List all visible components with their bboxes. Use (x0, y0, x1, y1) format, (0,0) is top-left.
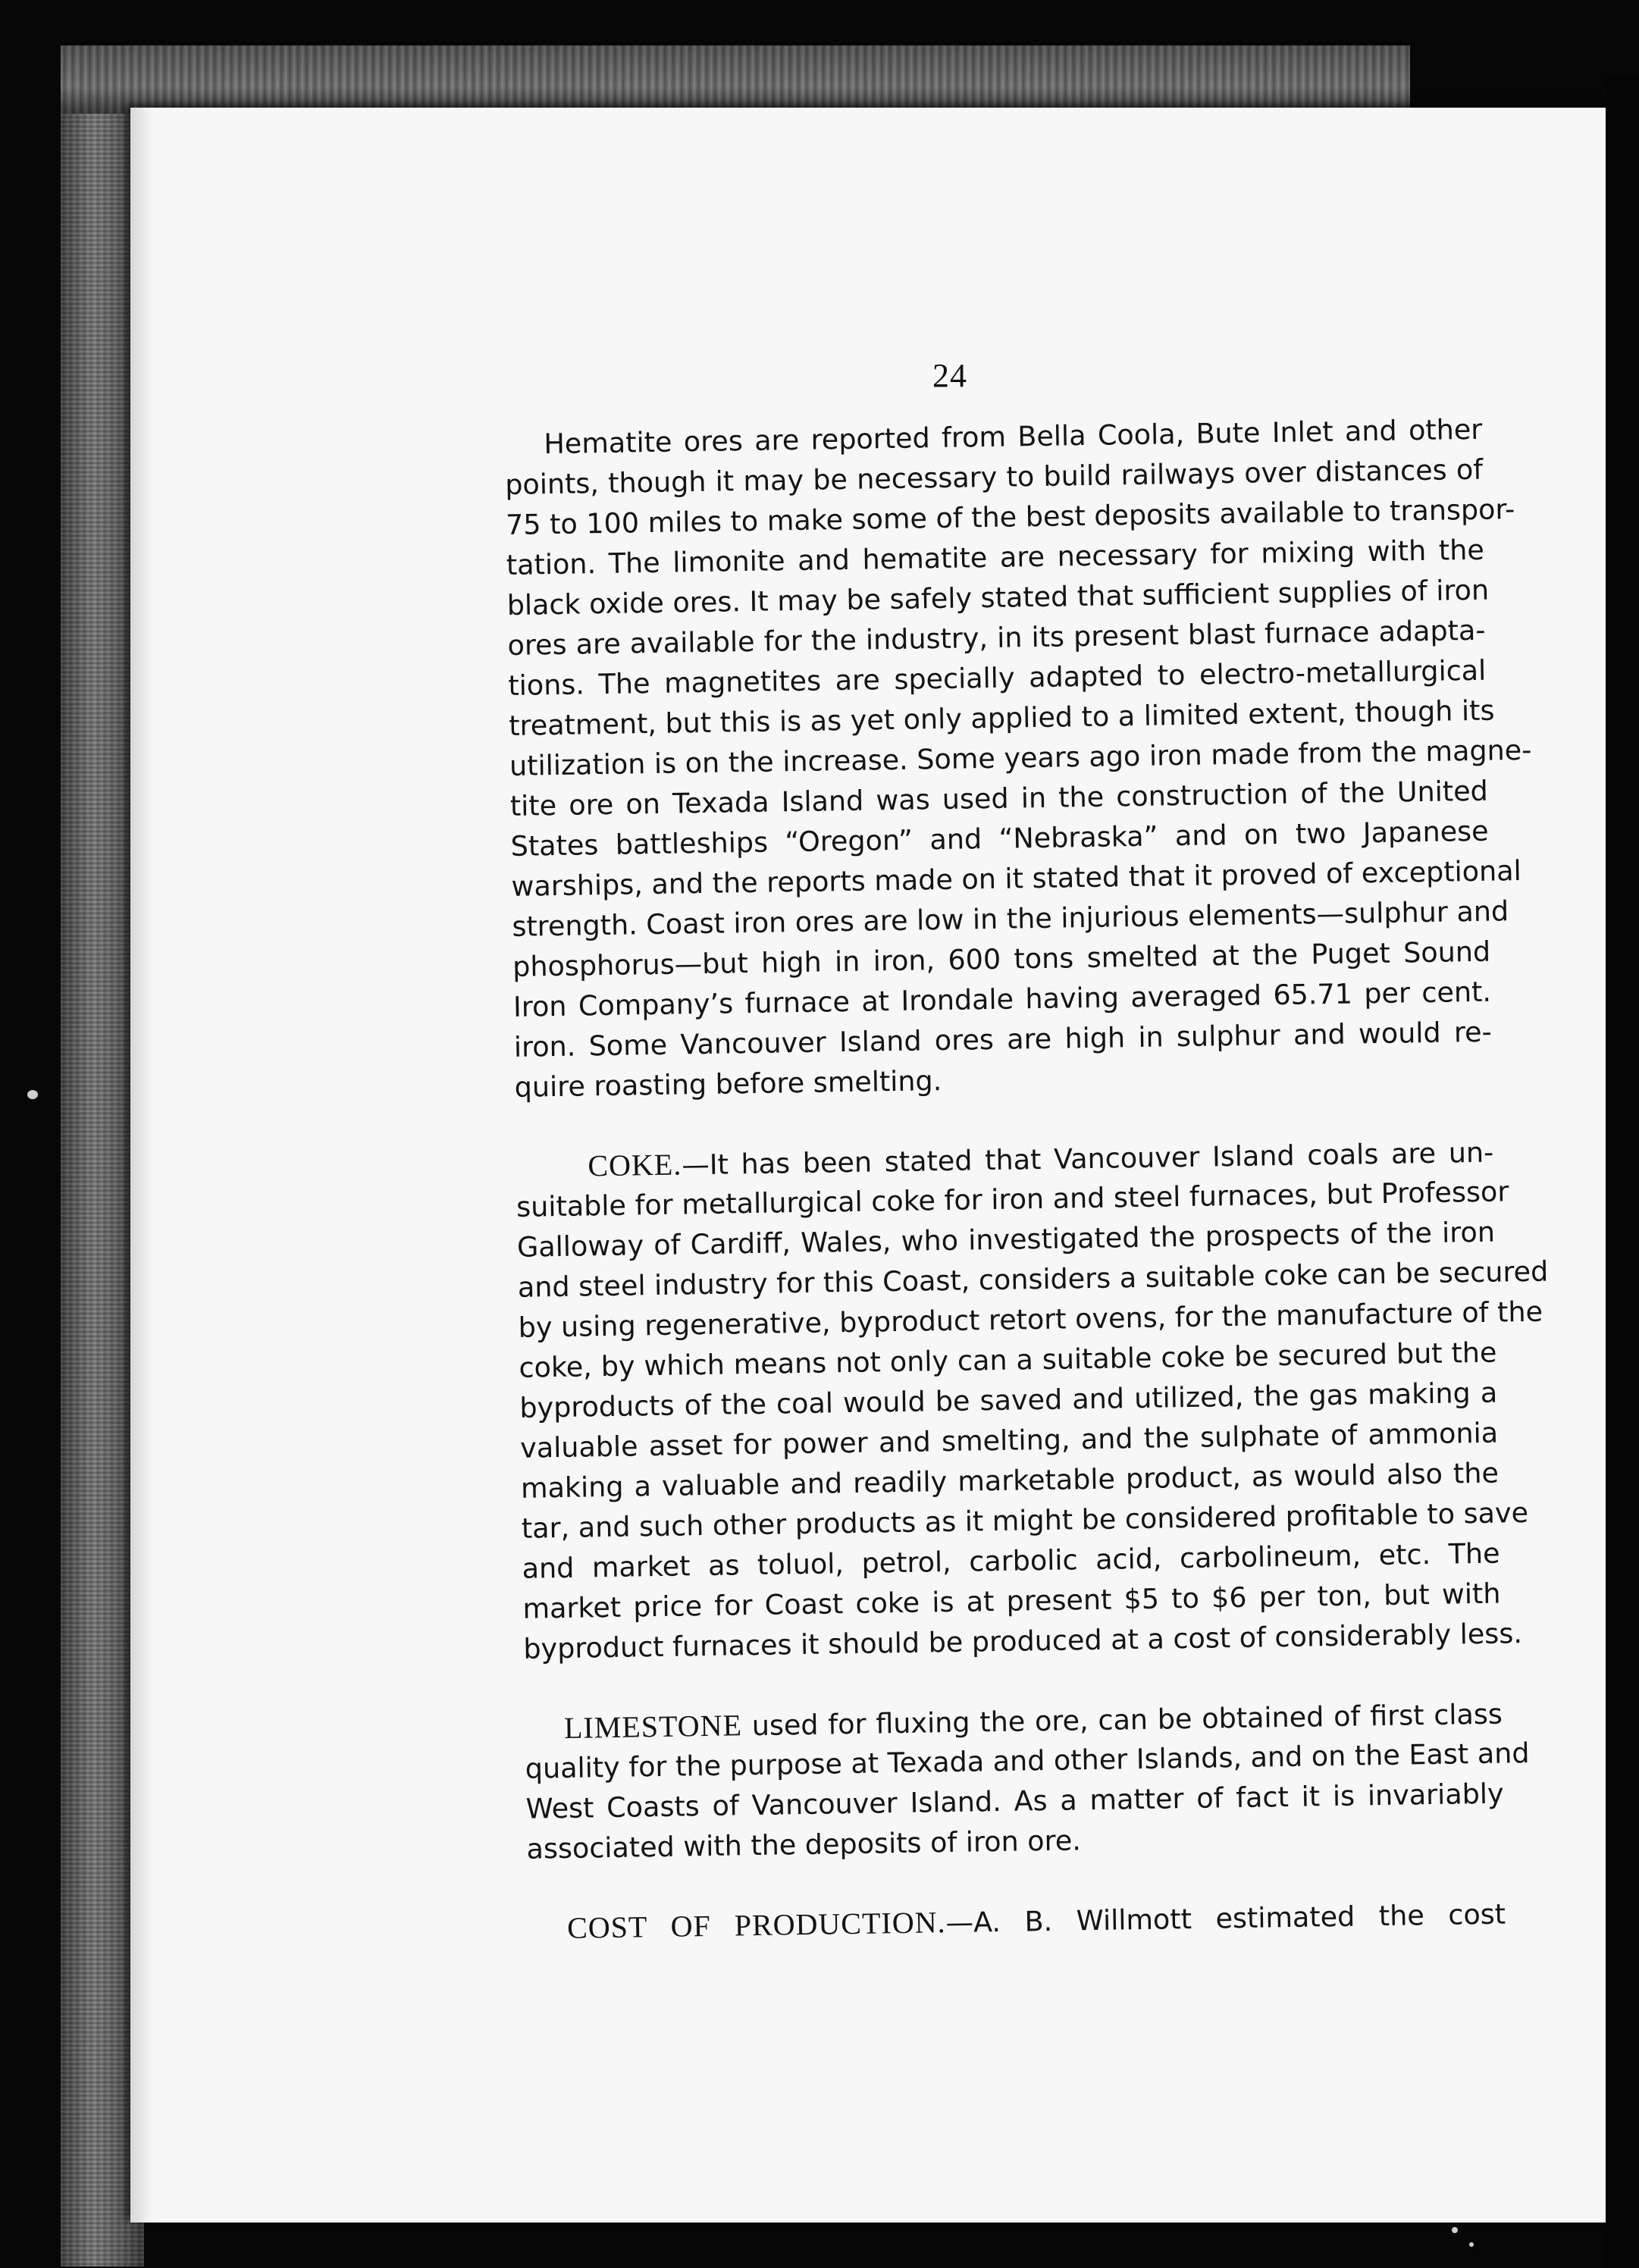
text-line: and steel industry for this Coast, considers a suitable coke can be secured (517, 1255, 1549, 1304)
text-line: warships, and the reports made on it stated that it proved of exceptional (511, 854, 1522, 903)
paragraph-coke (516, 1132, 1549, 1669)
text-line: black oxide ores. It may be safely stated that sufficient supplies of iron (506, 573, 1490, 622)
paragraph-hematite (504, 409, 1532, 1107)
text-line: strength. Coast iron ores are low in the injurious elements—sulphur and (512, 894, 1509, 943)
text-line: tation. The limonite and hematite are necessary for mixing with the (506, 533, 1485, 581)
text-line: byproduct furnaces it should be produced at a cost of considerably less. (523, 1617, 1523, 1665)
text-line: Iron Company’s furnace at Irondale having averaged 65.71 per cent. (512, 975, 1492, 1023)
scan-speck (1469, 2242, 1474, 2247)
section-heading-cost-of-production: COST OF PRODUCTION. (566, 1905, 946, 1945)
body-text (504, 409, 1549, 1949)
scan-speck (27, 1090, 38, 1099)
text-run: —A. B. Willmott estimated the cost (945, 1897, 1506, 1940)
text-line: by using regenerative, byproduct retort ovens, for the manufacture of the (518, 1295, 1543, 1344)
page-right-border (1606, 76, 1639, 2268)
text-line: suitable for metallurgical coke for iron and steel furnaces, but Professor (516, 1175, 1509, 1223)
text-line: quality for the purpose at Texada and other Islands, and on the East and (525, 1736, 1530, 1785)
text-line: coke, by which means not only can a suitable coke be secured but the (519, 1336, 1497, 1384)
text-line: points, though it may be necessary to build railways over distances of (504, 453, 1484, 501)
page-number: 24 (932, 357, 967, 394)
text-run: —It has been stated that Vancouver Island coals are un- (681, 1136, 1494, 1182)
text-line: tite ore on Texada Island was used in the construction of the United (509, 774, 1489, 822)
text-line: tar, and such other products as it might be considered profitable to save (521, 1496, 1529, 1545)
text-line: Hematite ores are reported from Bella Coola, Bute Inlet and other (544, 412, 1483, 461)
text-line: 75 to 100 miles to make some of the best deposits available to transpor- (505, 493, 1515, 541)
section-heading-coke: COKE. (588, 1147, 682, 1183)
text-line: Galloway of Cardiff, Wales, who investigated the prospects of the iron (516, 1215, 1496, 1264)
section-heading-limestone: LIMESTONE (563, 1708, 743, 1745)
text-line: West Coasts of Vancouver Island. As a matter of fact it is invariably (525, 1777, 1504, 1825)
text-line: phosphorus—but high in iron, 600 tons smelted at the Puget Sound (512, 935, 1491, 983)
text-line: ores are available for the industry, in its present blast furnace adapta- (507, 613, 1486, 662)
text-line: States battleships “Oregon” and “Nebraska” and on two Japanese (510, 814, 1489, 863)
paragraph-limestone (525, 1693, 1530, 1869)
text-line: treatment, but this is as yet only applied to a limited extent, though its (508, 694, 1495, 742)
text-run: used for fluxing the ore, can be obtained of first class (741, 1697, 1503, 1743)
text-line: market price for Coast coke is at present $5 to $6 per ton, but with (522, 1577, 1501, 1625)
book-top-edge (61, 45, 1410, 114)
text-line: and market as toluol, petrol, carbolic acid, carbolineum, etc. The (522, 1537, 1500, 1585)
text-line: tions. The magnetites are specially adapted to electro-metallurgical (508, 653, 1487, 702)
text-line: making a valuable and readily marketable product, as would also the (520, 1456, 1500, 1505)
text-line: associated with the deposits of iron ore. (526, 1824, 1082, 1865)
text-line: iron. Some Vancouver Island ores are high in sulphur and would re- (513, 1015, 1493, 1064)
text-line: quire roasting before smelting. (514, 1064, 942, 1104)
text-line: utilization is on the increase. Some years ago iron made from the magne- (509, 733, 1532, 782)
scan-speck (1452, 2227, 1458, 2233)
text-line: byproducts of the coal would be saved and utilized, the gas making a (519, 1376, 1498, 1424)
page-gutter-shadow (130, 108, 153, 2223)
text-line: valuable asset for power and smelting, and the sulphate of ammonia (519, 1416, 1499, 1464)
